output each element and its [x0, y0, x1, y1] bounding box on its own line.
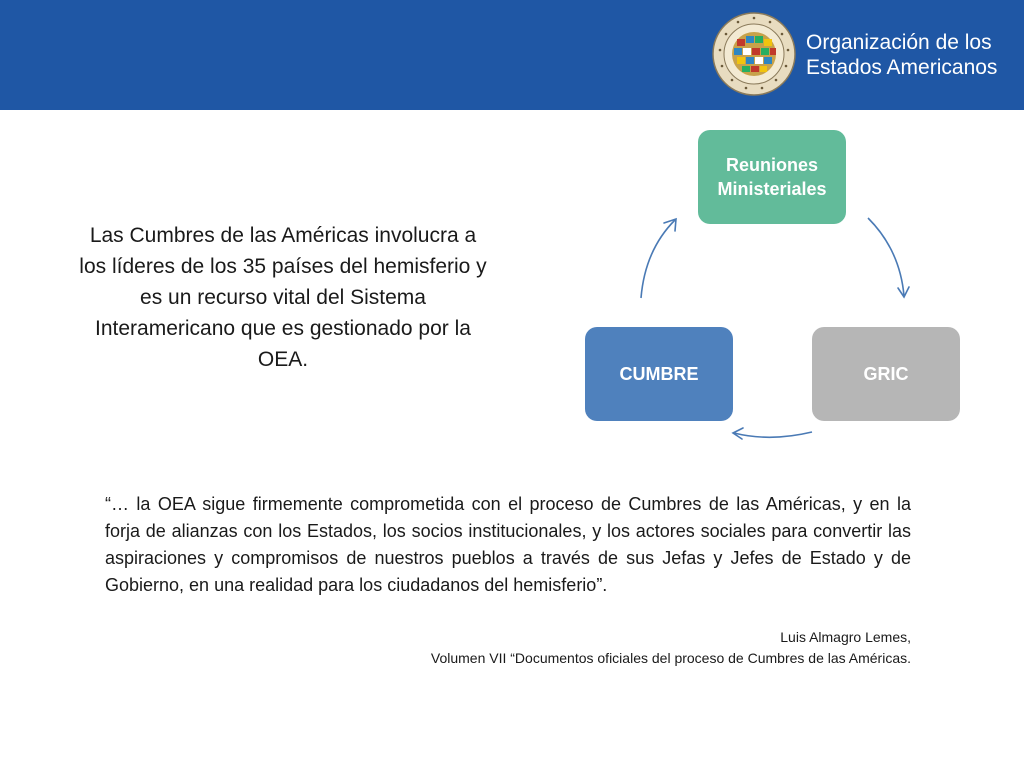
- attribution-source: Volumen VII “Documentos oficiales del proceso de Cumbres de las Américas.: [430, 650, 911, 666]
- quote-attribution: [431, 627, 911, 669]
- org-name-line2: Estados Americanos: [806, 56, 998, 79]
- cycle-node-cumbre: CUMBRE: [585, 327, 733, 421]
- quote-paragraph: “… la OEA sigue firmemente comprometida con el proceso de Cumbres de las Américas, y en la forja de alianzas con los Estados, los socios institucionales, y los actores sociales para convertir las aspiraciones y compromisos de nuestros pueblos a través de sus Jefas y Jefes de Estado y de Gobierno, en una realidad para los ciudadanos del hemisferio”.: [105, 494, 911, 595]
- arrow-gric-to-cumbre: [734, 432, 812, 437]
- attribution-author: Luis Almagro Lemes,: [780, 629, 911, 645]
- arrow-ministeriales-to-gric: [868, 218, 904, 296]
- intro-paragraph: Las Cumbres de las Américas involucra a los líderes de los 35 países del hemisferio y es un recurso vital del Sistema Interamericano que es gestionado por la OEA.: [79, 224, 487, 371]
- org-name-line1: Organización de los: [806, 31, 992, 54]
- oas-seal-icon: [712, 12, 796, 96]
- arrow-cumbre-to-ministeriales: [641, 220, 675, 298]
- organization-name: [806, 30, 1016, 80]
- cycle-node-reuniones-ministeriales: Reuniones Ministeriales: [698, 130, 846, 224]
- header-banner: [0, 0, 1024, 110]
- cycle-node-gric: GRIC: [812, 327, 960, 421]
